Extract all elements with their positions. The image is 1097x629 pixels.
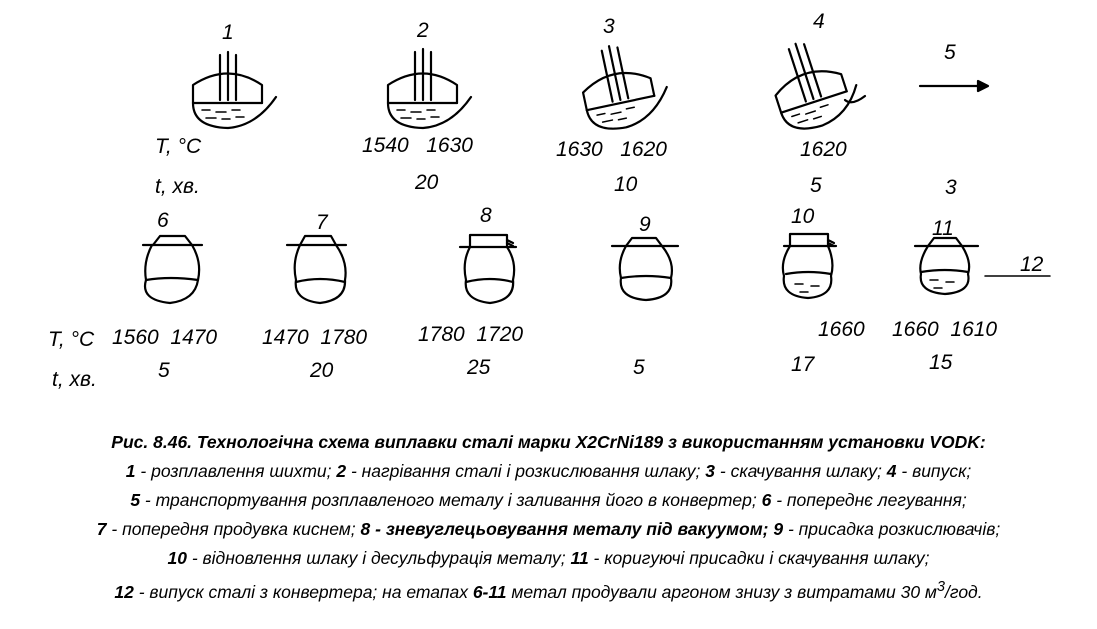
caption-step-ref: 2 xyxy=(336,461,347,481)
converter-oxygen-blowing-icon xyxy=(287,236,346,303)
caption-step-ref: 6 xyxy=(761,490,772,510)
step-number: 2 xyxy=(417,19,429,42)
caption-text: - розплавлення шихти; xyxy=(135,461,337,481)
caption-text: метал продували аргоном знизу з витратами 30 м xyxy=(506,581,937,602)
converter-corrective-addition-icon xyxy=(915,238,978,294)
step-time: 5 xyxy=(810,174,822,197)
step-temperature: 1660 1610 xyxy=(892,318,998,341)
step-temperature: 1780 1720 xyxy=(418,323,524,346)
step-number: 4 xyxy=(813,10,825,33)
arc-furnace-heating-icon xyxy=(388,49,471,128)
caption-step-ref: 10 xyxy=(167,548,187,568)
step-number: 7 xyxy=(316,211,328,234)
step-time: 20 xyxy=(310,359,334,382)
caption-step-ref: 4 xyxy=(886,461,897,481)
step-time: 20 xyxy=(415,171,439,194)
caption-step-ref: 6-11 xyxy=(472,581,507,602)
step-time: 3 xyxy=(945,176,957,199)
temperature-label: T, °C xyxy=(48,328,95,351)
step-number: 10 xyxy=(791,205,815,228)
arc-furnace-deslagging-icon xyxy=(575,36,673,134)
step-temperature: 1660 xyxy=(818,318,865,341)
step-temperature: 1620 xyxy=(800,138,847,161)
arc-furnace-tapping-icon xyxy=(762,30,865,137)
caption-line xyxy=(0,486,1097,515)
time-label: t, хв. xyxy=(52,368,97,391)
step-temperature: 1540 1630 xyxy=(362,134,473,157)
step-time: 25 xyxy=(467,356,491,379)
step-number: 3 xyxy=(603,15,615,38)
caption-step-ref: 3 xyxy=(705,461,716,481)
caption-line xyxy=(0,515,1097,544)
caption-text: - присадка розкислювачів; xyxy=(783,519,1001,539)
time-label: t, хв. xyxy=(155,175,200,198)
caption-text: - скачування шлаку; xyxy=(715,461,887,481)
caption-text: - випуск; xyxy=(896,461,972,481)
caption-text: - відновлення шлаку і десульфурація металу; xyxy=(186,548,571,568)
arc-furnace-melting-icon xyxy=(193,52,276,128)
step-time: 15 xyxy=(929,351,953,374)
step-number: 1 xyxy=(222,21,234,44)
step-temperature: 1560 1470 xyxy=(112,326,218,349)
caption-step-ref: 1 xyxy=(125,461,136,481)
step-number: 12 xyxy=(1020,253,1044,276)
transport-arrow-icon xyxy=(920,81,988,91)
step-temperature: 1630 1620 xyxy=(556,138,667,161)
caption-text: - нагрівання сталі і розкислювання шлаку; xyxy=(346,461,706,481)
caption-line xyxy=(0,544,1097,573)
step-time: 17 xyxy=(791,353,815,376)
caption-text: - транспортування розплавленого металу і заливання його в конвертер; xyxy=(140,490,762,510)
step-time: 5 xyxy=(633,356,645,379)
caption-step-ref: 7 xyxy=(96,519,107,539)
step-number: 9 xyxy=(639,213,651,236)
caption-step-ref: 11 xyxy=(570,548,589,568)
caption-line xyxy=(0,457,1097,486)
converter-vacuum-decarburization-icon xyxy=(460,235,516,303)
caption-text: /год. xyxy=(945,581,983,602)
temperature-label: T, °C xyxy=(155,135,202,158)
caption-step-ref: 5 xyxy=(130,490,141,510)
step-time: 5 xyxy=(158,359,170,382)
step-number: 6 xyxy=(157,209,169,232)
converter-prealloying-icon xyxy=(143,236,202,303)
caption-text: - випуск сталі з конвертера; на етапах xyxy=(133,581,473,602)
step-number: 8 xyxy=(480,204,492,227)
step-temperature: 1470 1780 xyxy=(262,326,368,349)
caption-step-ref: 8 - зневуглецьовування металу під вакуумом; 9 xyxy=(360,519,784,539)
caption-text: - попередня продувка киснем; xyxy=(106,519,361,539)
step-time: 10 xyxy=(614,173,638,196)
converter-deoxidizer-addition-icon xyxy=(612,238,678,300)
caption-text: - попереднє легування; xyxy=(771,490,967,510)
caption-superscript: 3 xyxy=(936,579,946,595)
step-number: 11 xyxy=(932,217,954,240)
caption-line xyxy=(0,573,1097,607)
caption-text: - коригуючі присадки і скачування шлаку; xyxy=(588,548,930,568)
figure-caption xyxy=(0,428,1097,607)
step-number: 5 xyxy=(944,41,956,64)
converter-slag-reduction-icon xyxy=(783,234,836,298)
caption-title: Рис. 8.46. Технологічна схема виплавки сталі марки X2CrNi189 з використанням установки VODK: xyxy=(111,432,986,452)
caption-step-ref: 12 xyxy=(114,581,134,602)
